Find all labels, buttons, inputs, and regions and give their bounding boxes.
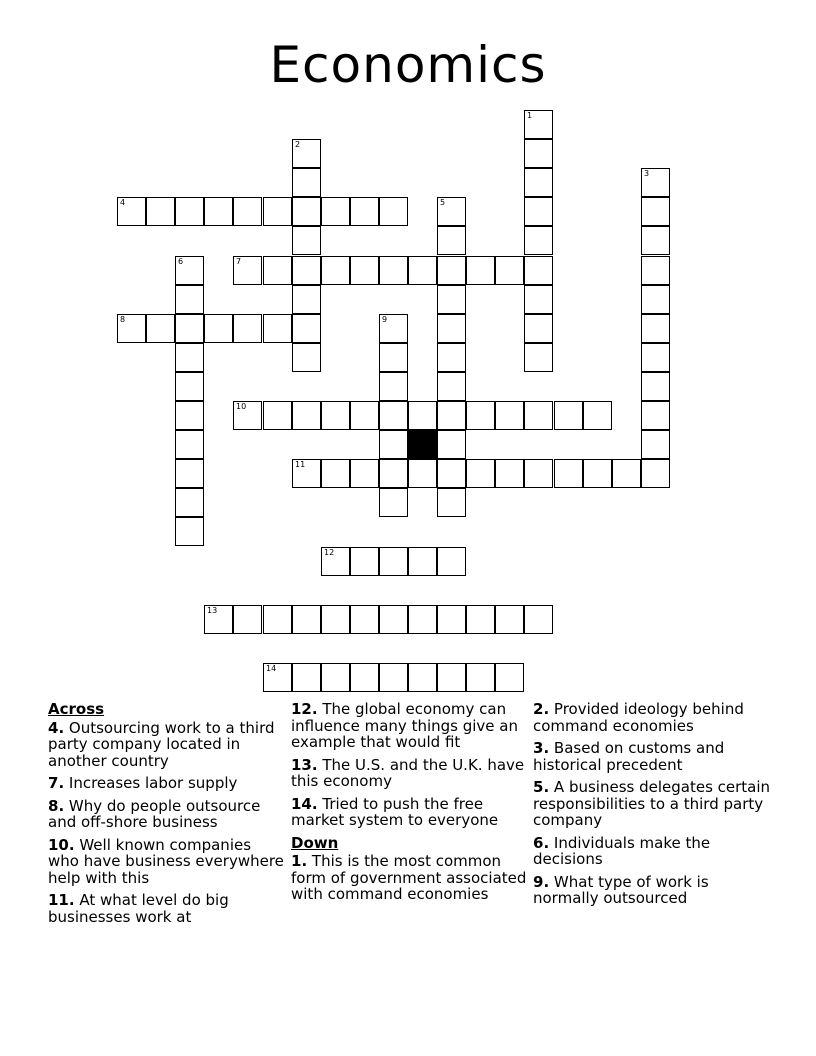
- clue-text: At what level do big businesses work at: [48, 891, 229, 926]
- grid-cell[interactable]: [524, 110, 553, 139]
- grid-cell[interactable]: [292, 139, 321, 168]
- grid-cell[interactable]: [292, 459, 321, 488]
- clue-number: 10: [48, 835, 69, 854]
- grid-cell[interactable]: [292, 343, 321, 372]
- grid-cell[interactable]: [263, 197, 292, 226]
- grid-cell[interactable]: [379, 401, 408, 430]
- clue-text: What type of work is normally outsourced: [533, 872, 709, 907]
- clue-number: 4: [48, 718, 59, 737]
- grid-cell[interactable]: [524, 459, 553, 488]
- grid-cell[interactable]: [175, 459, 204, 488]
- clue-text: Tried to push the free market system to everyone: [291, 794, 499, 829]
- grid-cell[interactable]: [175, 343, 204, 372]
- grid-cell[interactable]: [292, 168, 321, 197]
- grid-cell[interactable]: [466, 605, 495, 634]
- cell-number: 13: [207, 606, 218, 615]
- clue-down-5: 5. A business delegates certain responsibilities to a third party company: [533, 778, 771, 829]
- grid-cell[interactable]: [146, 314, 175, 343]
- clue-number: 8: [48, 796, 59, 815]
- grid-cell[interactable]: [321, 459, 350, 488]
- clue-across-13: 13. The U.S. and the U.K. have this economy: [291, 755, 525, 790]
- grid-cell[interactable]: [263, 256, 292, 285]
- grid-cell[interactable]: [175, 430, 204, 459]
- clue-number: 13: [291, 755, 312, 774]
- cell-number: 1: [527, 111, 533, 120]
- cell-number: 11: [295, 460, 306, 469]
- grid-cell[interactable]: [524, 343, 553, 372]
- grid-cell[interactable]: [641, 401, 670, 430]
- clue-number: 2: [533, 700, 544, 718]
- grid-cell[interactable]: [524, 256, 553, 285]
- grid-cell[interactable]: [379, 256, 408, 285]
- grid-cell[interactable]: [495, 663, 524, 692]
- grid-cell[interactable]: [495, 256, 524, 285]
- grid-cell[interactable]: [321, 663, 350, 692]
- grid-cell[interactable]: [524, 168, 553, 197]
- grid-cell[interactable]: [554, 459, 583, 488]
- grid-cell[interactable]: [641, 459, 670, 488]
- grid-cell[interactable]: [641, 372, 670, 401]
- grid-cell[interactable]: [437, 285, 466, 314]
- clue-text: Well known companies who have business everywhere help with this: [48, 835, 284, 887]
- grid-cell[interactable]: [408, 547, 437, 576]
- clues-column-3: [533, 701, 778, 913]
- grid-cell[interactable]: [292, 256, 321, 285]
- grid-cell[interactable]: [437, 488, 466, 517]
- clue-number: 3: [533, 739, 544, 757]
- grid-cell[interactable]: [292, 401, 321, 430]
- grid-cell[interactable]: [524, 226, 553, 255]
- clue-text: Increases labor supply: [68, 774, 238, 792]
- grid-cell[interactable]: [437, 663, 466, 692]
- clue-across-10: 10. Well known companies who have business everywhere help with this: [48, 835, 284, 887]
- grid-cell[interactable]: [175, 256, 204, 285]
- cell-number: 3: [644, 169, 650, 178]
- grid-cell[interactable]: [641, 314, 670, 343]
- grid-cell[interactable]: [263, 314, 292, 343]
- clue-down-3: 3. Based on customs and historical precedent: [533, 739, 725, 774]
- grid-cell[interactable]: [204, 197, 233, 226]
- grid-cell[interactable]: [263, 401, 292, 430]
- grid-cell[interactable]: [292, 605, 321, 634]
- grid-cell[interactable]: [379, 488, 408, 517]
- grid-cell[interactable]: [233, 256, 262, 285]
- puzzle-title: Economics: [269, 36, 547, 94]
- clue-text: Outsourcing work to a third party company located in another country: [48, 718, 275, 770]
- clue-text: A business delegates certain responsibilities to a third party company: [533, 778, 771, 829]
- grid-cell[interactable]: [321, 547, 350, 576]
- grid-cell[interactable]: [379, 343, 408, 372]
- clue-number: 14: [291, 794, 312, 813]
- grid-cell[interactable]: [233, 314, 262, 343]
- grid-cell[interactable]: [437, 459, 466, 488]
- grid-cell[interactable]: [641, 256, 670, 285]
- grid-cell[interactable]: [495, 605, 524, 634]
- grid-cell[interactable]: [146, 197, 175, 226]
- grid-cell[interactable]: [408, 401, 437, 430]
- across-heading: Across: [48, 700, 105, 718]
- grid-cell[interactable]: [437, 605, 466, 634]
- clue-across-11: 11. At what level do big businesses work at: [48, 891, 229, 926]
- grid-cell[interactable]: [583, 459, 612, 488]
- cell-number: 6: [178, 257, 184, 266]
- grid-cell[interactable]: [641, 168, 670, 197]
- grid-cell[interactable]: [117, 314, 146, 343]
- clue-down-9: 9. What type of work is normally outsourced: [533, 872, 709, 907]
- grid-cell[interactable]: [641, 197, 670, 226]
- grid-cell[interactable]: [379, 547, 408, 576]
- grid-cell[interactable]: [292, 314, 321, 343]
- grid-cell[interactable]: [437, 226, 466, 255]
- grid-cell[interactable]: [437, 401, 466, 430]
- clue-number: 12: [291, 700, 312, 718]
- grid-cell[interactable]: [175, 197, 204, 226]
- clues-column-1: [48, 701, 284, 931]
- clue-text: Individuals make the decisions: [533, 833, 711, 868]
- clue-text: The global economy can influence many things give an example that would fit: [291, 700, 518, 751]
- cell-number: 4: [120, 198, 126, 207]
- grid-cell[interactable]: [408, 663, 437, 692]
- clue-number: 11: [48, 891, 69, 909]
- cell-number: 2: [295, 140, 301, 149]
- grid-cell[interactable]: [175, 372, 204, 401]
- grid-cell[interactable]: [379, 430, 408, 459]
- grid-cell[interactable]: [437, 547, 466, 576]
- cell-number: 12: [324, 548, 335, 557]
- grid-cell[interactable]: [437, 430, 466, 459]
- grid-cell[interactable]: [350, 256, 379, 285]
- grid-cell[interactable]: [641, 226, 670, 255]
- grid-cell[interactable]: [175, 401, 204, 430]
- grid-cell[interactable]: [263, 605, 292, 634]
- grid-cell[interactable]: [437, 314, 466, 343]
- clue-across-14: 14. Tried to push the free market system to everyone: [291, 794, 499, 829]
- grid-cell[interactable]: [175, 314, 204, 343]
- clue-text: Why do people outsource and off-shore business: [48, 796, 261, 831]
- grid-cell[interactable]: [350, 547, 379, 576]
- grid-cell[interactable]: [292, 197, 321, 226]
- grid-cell[interactable]: [437, 197, 466, 226]
- grid-cell[interactable]: [466, 401, 495, 430]
- cell-number: 8: [120, 315, 126, 324]
- grid-cell[interactable]: [612, 459, 641, 488]
- clue-across-7: 7. Increases labor supply: [48, 774, 238, 792]
- grid-cell[interactable]: [175, 285, 204, 314]
- cell-number: 5: [440, 198, 446, 207]
- grid-cell[interactable]: [524, 139, 553, 168]
- grid-cell[interactable]: [437, 343, 466, 372]
- grid-cell[interactable]: [524, 605, 553, 634]
- grid-cell[interactable]: [524, 401, 553, 430]
- grid-cell[interactable]: [233, 197, 262, 226]
- grid-cell[interactable]: [204, 605, 233, 634]
- grid-cell[interactable]: [379, 459, 408, 488]
- clues-column-2: [291, 701, 527, 909]
- grid-cell[interactable]: [175, 517, 204, 546]
- grid-cell[interactable]: [641, 430, 670, 459]
- grid-cell[interactable]: [321, 605, 350, 634]
- clue-across-4: 4. Outsourcing work to a third party company located in another country: [48, 718, 275, 770]
- clue-down-2: 2. Provided ideology behind command economies: [533, 700, 744, 735]
- black-cell: [408, 430, 437, 459]
- grid-cell[interactable]: [379, 197, 408, 226]
- grid-cell[interactable]: [641, 343, 670, 372]
- clue-text: This is the most common form of government associated with command economies: [291, 852, 527, 903]
- grid-cell[interactable]: [233, 401, 262, 430]
- cell-number: 10: [236, 402, 247, 411]
- grid-cell[interactable]: [117, 197, 146, 226]
- grid-cell[interactable]: [263, 663, 292, 692]
- grid-cell[interactable]: [350, 197, 379, 226]
- clue-text: The U.S. and the U.K. have this economy: [291, 755, 525, 790]
- grid-cell[interactable]: [292, 663, 321, 692]
- grid-cell[interactable]: [524, 197, 553, 226]
- grid-cell[interactable]: [350, 605, 379, 634]
- grid-cell[interactable]: [379, 372, 408, 401]
- down-heading: Down: [291, 833, 339, 852]
- grid-cell[interactable]: [350, 401, 379, 430]
- grid-cell[interactable]: [321, 256, 350, 285]
- grid-cell[interactable]: [524, 314, 553, 343]
- grid-cell[interactable]: [495, 401, 524, 430]
- clue-across-8: 8. Why do people outsource and off-shore business: [48, 796, 261, 831]
- grid-cell[interactable]: [175, 488, 204, 517]
- grid-cell[interactable]: [379, 314, 408, 343]
- grid-cell[interactable]: [495, 459, 524, 488]
- grid-cell[interactable]: [292, 226, 321, 255]
- grid-cell[interactable]: [554, 401, 583, 430]
- grid-cell[interactable]: [408, 256, 437, 285]
- grid-cell[interactable]: [350, 663, 379, 692]
- grid-cell[interactable]: [466, 459, 495, 488]
- clue-down-1: 1. This is the most common form of government associated with command economies: [291, 852, 527, 903]
- grid-cell[interactable]: [321, 401, 350, 430]
- clue-across-12: 12. The global economy can influence many things give an example that would fit: [291, 700, 518, 751]
- clue-text: Based on customs and historical precedent: [533, 739, 725, 774]
- grid-cell[interactable]: [350, 459, 379, 488]
- grid-cell[interactable]: [233, 605, 262, 634]
- clue-text: Provided ideology behind command economies: [533, 700, 744, 735]
- grid-cell[interactable]: [379, 663, 408, 692]
- cell-number: 14: [266, 664, 277, 673]
- clue-number: 7: [48, 774, 59, 792]
- grid-cell[interactable]: [437, 372, 466, 401]
- grid-cell[interactable]: [321, 197, 350, 226]
- cell-number: 7: [236, 257, 242, 266]
- clue-number: 1: [291, 852, 302, 870]
- clue-number: 6: [533, 833, 544, 852]
- grid-cell[interactable]: [524, 285, 553, 314]
- grid-cell[interactable]: [641, 285, 670, 314]
- grid-cell[interactable]: [466, 663, 495, 692]
- grid-cell[interactable]: [408, 459, 437, 488]
- grid-cell[interactable]: [408, 605, 437, 634]
- grid-cell[interactable]: [204, 314, 233, 343]
- clue-number: 9: [533, 872, 544, 891]
- grid-cell[interactable]: [292, 285, 321, 314]
- clue-number: 5: [533, 778, 544, 796]
- clue-down-6: 6. Individuals make the decisions: [533, 833, 711, 868]
- grid-cell[interactable]: [466, 256, 495, 285]
- cell-number: 9: [382, 315, 388, 324]
- grid-cell[interactable]: [583, 401, 612, 430]
- grid-cell[interactable]: [379, 605, 408, 634]
- grid-cell[interactable]: [437, 256, 466, 285]
